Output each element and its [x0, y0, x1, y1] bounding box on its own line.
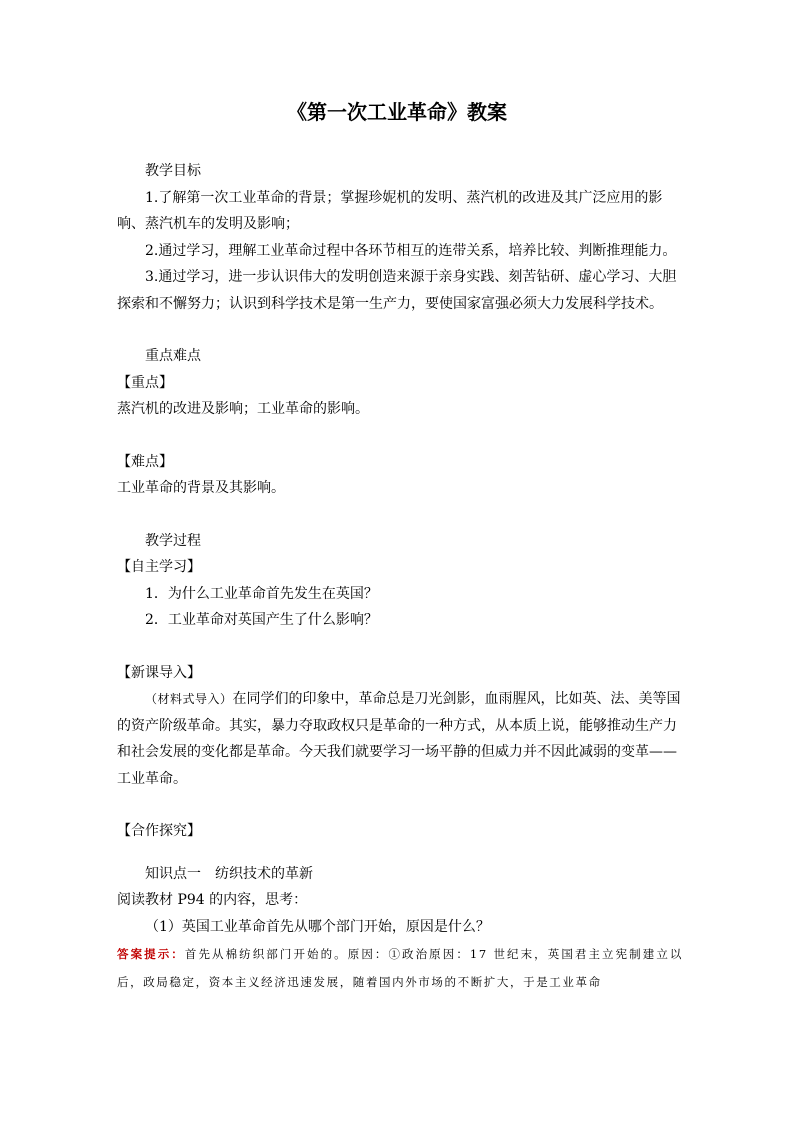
cooperation-label: 【合作探究】 — [117, 823, 201, 839]
answer-hint-label: 答案提示： — [117, 947, 185, 961]
keypoints-heading: 重点难点 — [145, 348, 201, 364]
document-body — [117, 158, 683, 996]
difficulty-text: 工业革命的背景及其影响。 — [117, 480, 285, 496]
answer-hint-text: 首先从棉纺织部门开始的。原因：①政治原因：17 世纪末，英国君主立宪制建立以后，政局稳定，资本主义经济迅速发展，随着国内外市场的不断扩大，于是工业革命 — [117, 947, 684, 989]
spacer — [117, 502, 683, 528]
intro-prefix: （材料式导入） — [145, 692, 233, 706]
objective-item: 3.通过学习，进一步认识伟大的发明创造来源于亲身实践、刻苦钻研、虚心学习、大胆探索和不懈努力；认识到科学技术是第一生产力，要使国家富强必须大力发展科学技术。 — [117, 269, 677, 312]
self-study-label: 【自主学习】 — [117, 559, 201, 575]
intro-text: 在同学们的印象中，革命总是刀光剑影，血雨腥风，比如英、法、美等国的资产阶级革命。其实，暴力夺取政权只是革命的一种方式，从本质上说，能够推动生产力和社会发展的变化都是革命。今天我们就要学习一场平静的但威力并不因此减弱的变革——工业革命。 — [117, 691, 681, 787]
spacer — [117, 317, 683, 343]
objective-item: 1.了解第一次工业革命的背景；掌握珍妮机的发明、蒸汽机的改进及其广泛应用的影响、蒸汽机车的发明及影响； — [117, 189, 663, 232]
answer-hint — [117, 940, 683, 996]
difficulty-label: 【难点】 — [117, 453, 173, 470]
key-label: 【重点】 — [117, 374, 173, 391]
knowledge-point-title: 知识点一 纺织技术的革新 — [145, 865, 313, 882]
reading-instruction: 阅读教材 P94 的内容，思考： — [117, 892, 308, 908]
question-1: （1）英国工业革命首先从哪个部门开始，原因是什么？ — [145, 918, 490, 935]
intro-label: 【新课导入】 — [117, 664, 201, 681]
intro-paragraph — [117, 686, 683, 792]
spacer — [117, 423, 683, 449]
document-title: 《第一次工业革命》教案 — [287, 100, 507, 124]
spacer — [117, 845, 683, 861]
key-text: 蒸汽机的改进及影响；工业革命的影响。 — [117, 401, 369, 417]
objectives-heading: 教学目标 — [145, 163, 201, 179]
spacer — [117, 792, 683, 818]
question-item: 1．为什么工业革命首先发生在英国？ — [145, 585, 378, 602]
objective-item: 2.通过学习，理解工业革命过程中各环节相互的连带关系，培养比较、判断推理能力。 — [145, 242, 677, 259]
question-item: 2．工业革命对英国产生了什么影响？ — [145, 612, 378, 628]
process-heading: 教学过程 — [145, 532, 201, 549]
spacer — [117, 634, 683, 660]
